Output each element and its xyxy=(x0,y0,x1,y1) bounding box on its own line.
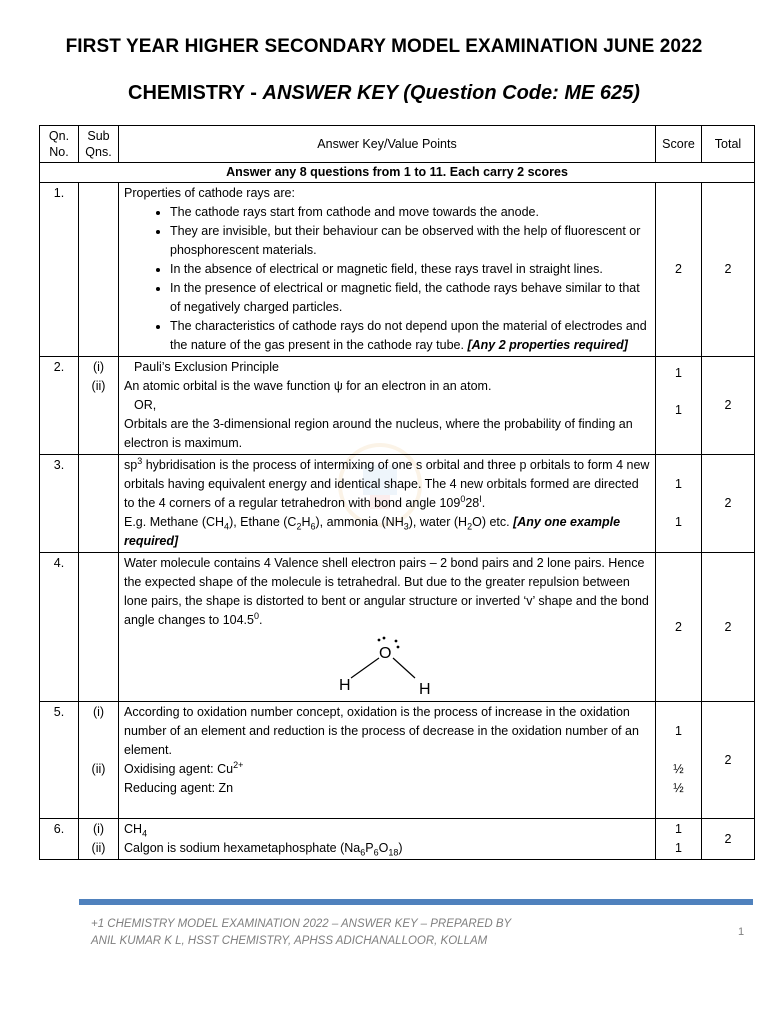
q6-o-sub: 18 xyxy=(388,847,399,858)
q4-period: . xyxy=(258,613,263,627)
q4-text-body: Water molecule contains 4 Valence shell electron pairs – 2 bond pairs and 2 lone pairs. Hence the expected shape of the molecule is tetrahedral. But due to the greater repulsion between lone pairs, the shape is distorted to bent or angular structure or inverted ‘v’ shape and the bond angle changes to 104.5 xyxy=(124,556,649,627)
q2-number: 2. xyxy=(40,357,79,455)
q3-sp-sup: 3 xyxy=(137,455,143,466)
q5-cu-sup: 2+ xyxy=(233,759,244,770)
q3-period: . xyxy=(481,496,486,510)
water-molecule-icon xyxy=(327,634,447,694)
q4-sub xyxy=(79,553,119,702)
q3-ammonia: ), ammonia (NH xyxy=(315,515,404,529)
q6-p: P xyxy=(365,841,374,855)
mol-h-left-label: H xyxy=(339,677,351,694)
q5-reducing: Reducing agent: Zn xyxy=(124,781,234,795)
instruction-row xyxy=(40,163,755,183)
q5-score-ii-b: ½ xyxy=(673,781,684,795)
list-item: • The cathode rays start from cathode and move towards the anode. xyxy=(170,203,650,222)
q4-answer xyxy=(119,553,656,702)
footer-credit xyxy=(91,916,651,950)
q4-text xyxy=(124,554,650,630)
q1-score: 2 xyxy=(656,183,702,357)
q3-score-b: 1 xyxy=(675,515,682,529)
q3-text: hybridisation is the process of intermixing of one s orbital and three p orbitals to form 4 new orbitals having equivalent energy and identical shape. The 4 new orbitals formed are directed to the 4 corners of a regular tetrahedron with bond angle 109 xyxy=(124,458,650,510)
list-item xyxy=(170,317,650,355)
q6-sub-ii: (ii) xyxy=(91,841,106,855)
q5-sub-ii: (ii) xyxy=(91,762,106,776)
q2-total: 2 xyxy=(702,357,755,455)
q3-sp: sp xyxy=(124,458,138,472)
header-total: Total xyxy=(702,126,755,163)
q6-calgon: Calgon is sodium hexametaphosphate (Na xyxy=(124,841,361,855)
q1-answer xyxy=(119,183,656,357)
q3-sub-6: 6 xyxy=(310,521,316,532)
q3-h: H xyxy=(301,515,311,529)
q2-answer-i: Pauli’s Exclusion Principle xyxy=(134,360,279,374)
q2-sub-ii: (ii) xyxy=(91,379,106,393)
q5-score-i: 1 xyxy=(675,724,682,738)
q5-sub-i: (i) xyxy=(92,705,105,719)
answer-key-table xyxy=(39,125,755,860)
q6-answer xyxy=(119,819,656,860)
q1-points-list xyxy=(124,203,650,355)
q6-sub-i: (i) xyxy=(92,822,105,836)
q3-min: 28 xyxy=(465,496,480,510)
header-score: Score xyxy=(656,126,702,163)
page-number: 1 xyxy=(738,926,745,938)
q1-sub xyxy=(79,183,119,357)
water-molecule-diagram xyxy=(124,630,650,700)
list-item: • In the absence of electrical or magnetic field, these rays travel in straight lines. xyxy=(170,260,650,279)
q6-na-sub: 6 xyxy=(360,847,366,858)
q6-number: 6. xyxy=(40,819,79,860)
list-item: • In the presence of electrical or magnetic field, the cathode rays behave similar to that of negatively charged particles. xyxy=(170,279,650,317)
q6-p-sub: 6 xyxy=(373,847,379,858)
q5-score-ii-a: ½ xyxy=(673,762,684,776)
mol-h-right-label: H xyxy=(419,681,431,694)
q3-sub-3: 3 xyxy=(403,521,409,532)
q5-total: 2 xyxy=(702,702,755,819)
q4-number: 4. xyxy=(40,553,79,702)
q1-number: 1. xyxy=(40,183,79,357)
table-header-row xyxy=(40,126,755,163)
q4-score: 2 xyxy=(656,553,702,702)
q2-or: OR, xyxy=(134,398,157,412)
table-row xyxy=(40,183,755,357)
q6-scores xyxy=(656,819,702,860)
footer-line-1: +1 CHEMISTRY MODEL EXAMINATION 2022 – ANSWER KEY – PREPARED BY xyxy=(91,918,512,930)
footer-line-2: ANIL KUMAR K L, HSST CHEMISTRY, APHSS ADICHANALLOOR, KOLLAM xyxy=(91,935,488,947)
q2-answer-ii-b: Orbitals are the 3-dimensional region around the nucleus, where the probability of finding an electron is maximum. xyxy=(124,417,633,450)
q1-note: [Any 2 properties required] xyxy=(467,338,628,352)
q4-total: 2 xyxy=(702,553,755,702)
mol-o-label: O xyxy=(379,645,392,662)
header-answer: Answer Key/Value Points xyxy=(119,126,656,163)
q3-water: ), water (H xyxy=(408,515,468,529)
q6-answer-i xyxy=(124,820,650,839)
q3-sub-2: 2 xyxy=(296,521,302,532)
table-row xyxy=(40,819,755,860)
q3-sub-4: 4 xyxy=(224,521,230,532)
q3-answer xyxy=(119,455,656,553)
q2-sub xyxy=(79,357,119,455)
q3-ethane: ), Ethane (C xyxy=(229,515,297,529)
q6-answer-ii xyxy=(124,839,650,858)
q5-answer xyxy=(119,702,656,819)
q2-sub-i: (i) xyxy=(92,360,105,374)
q2-answer-ii-a: An atomic orbital is the wave function ψ for an electron in an atom. xyxy=(124,379,492,393)
table-row xyxy=(40,702,755,819)
q3-examples xyxy=(124,513,650,551)
subject-label: CHEMISTRY - xyxy=(128,82,263,104)
q6-sub-4: 4 xyxy=(142,828,148,839)
q1-intro: Properties of cathode rays are: xyxy=(124,186,295,200)
q3-eg: E.g. Methane (CH xyxy=(124,515,225,529)
q5-answer-i: According to oxidation number concept, oxidation is the process of increase in the oxidation number of an element and reduction is the process of decrease in the oxidation number of an element. xyxy=(124,705,639,757)
q3-score-a: 1 xyxy=(675,477,682,491)
page-title: FIRST YEAR HIGHER SECONDARY MODEL EXAMINATION JUNE 2022 xyxy=(65,36,703,57)
q3-number: 3. xyxy=(40,455,79,553)
q3-sub-h2: 2 xyxy=(467,521,473,532)
q6-score-ii: 1 xyxy=(675,841,682,855)
q4-deg: 0 xyxy=(253,610,259,621)
q2-scores xyxy=(656,357,702,455)
q6-ch: CH xyxy=(124,822,143,836)
q5-number: 5. xyxy=(40,702,79,819)
q3-deg: 0 xyxy=(460,493,466,504)
q6-total: 2 xyxy=(702,819,755,860)
q5-sub xyxy=(79,702,119,819)
q3-total: 2 xyxy=(702,455,755,553)
q6-sub xyxy=(79,819,119,860)
q5-oxid-text: Oxidising agent: Cu xyxy=(124,762,234,776)
instruction-text: Answer any 8 questions from 1 to 11. Each carry 2 scores xyxy=(40,163,755,183)
list-item: • They are invisible, but their behaviour can be observed with the help of fluorescent or phosphorescent materials. xyxy=(170,222,650,260)
q2-score-i: 1 xyxy=(675,366,682,380)
q3-scores xyxy=(656,455,702,553)
page-subtitle xyxy=(0,82,768,105)
table-row xyxy=(40,455,755,553)
header-qn-no: Qn. No. xyxy=(40,126,79,163)
answer-key-label: ANSWER KEY (Question Code: ME 625) xyxy=(262,82,640,104)
q1-total: 2 xyxy=(702,183,755,357)
q6-o: O xyxy=(378,841,389,855)
footer-divider xyxy=(79,899,753,905)
q3-prime: I xyxy=(479,493,482,504)
table-row xyxy=(40,553,755,702)
q3-note: [Any one example required] xyxy=(124,515,621,548)
q6-close: ) xyxy=(398,841,403,855)
q3-water-end: O) etc. xyxy=(472,515,514,529)
q3-sub xyxy=(79,455,119,553)
q6-score-i: 1 xyxy=(675,822,682,836)
header-sub-qns: Sub Qns. xyxy=(79,126,119,163)
q2-answer xyxy=(119,357,656,455)
q2-score-ii: 1 xyxy=(675,403,682,417)
table-row xyxy=(40,357,755,455)
q5-oxidising xyxy=(124,760,650,779)
q5-scores xyxy=(656,702,702,819)
list-item-text: The characteristics of cathode rays do not depend upon the material of electrodes and the nature of the gas present in the cathode ray tube. xyxy=(170,319,647,352)
q3-definition xyxy=(124,456,650,513)
